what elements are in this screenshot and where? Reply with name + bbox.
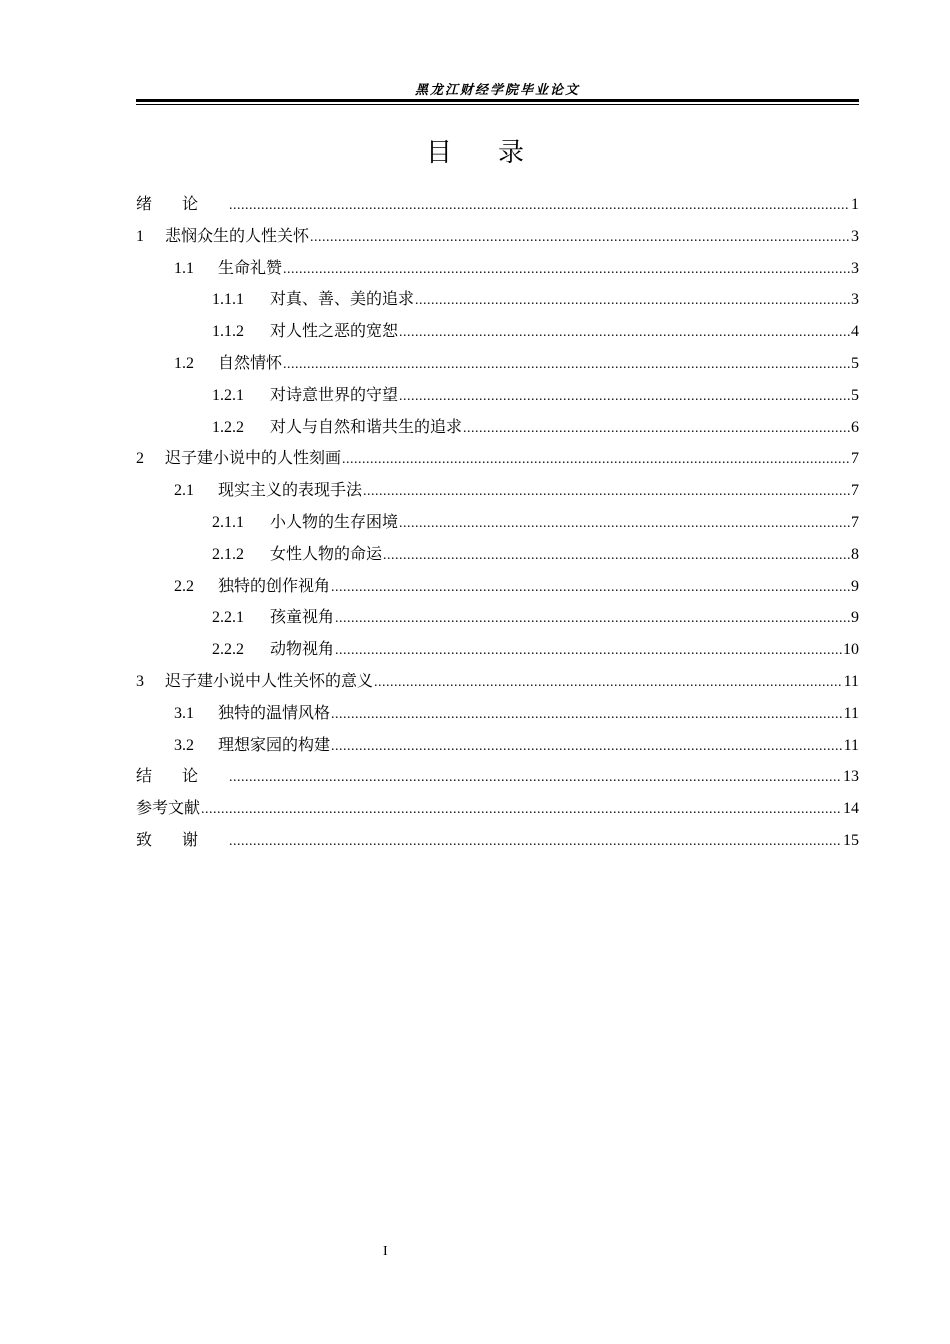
toc-entry-number: 2.2.1 — [212, 609, 244, 627]
toc-entry-leader-dots — [335, 603, 850, 635]
toc-entry[interactable] — [136, 824, 859, 856]
toc-entry-leader-dots — [463, 413, 850, 445]
toc-entry-label: 女性人物的命运 — [270, 543, 383, 563]
toc-entry-page-number: 11 — [843, 704, 859, 722]
toc-entry-leader-dots — [283, 349, 850, 381]
toc-entry-leader-dots — [229, 190, 850, 222]
toc-entry-page-number: 9 — [851, 609, 859, 627]
toc-entry[interactable] — [136, 315, 859, 347]
toc-entry-label: 对真、善、美的追求 — [270, 289, 415, 309]
toc-entry-page-number: 7 — [851, 450, 859, 468]
toc-title-char-1: 目 — [425, 138, 452, 168]
toc-entry[interactable] — [136, 379, 859, 411]
toc-entry-number: 3.2 — [174, 736, 194, 754]
toc-entry-label: 现实主义的表现手法 — [218, 480, 363, 500]
toc-entry[interactable] — [136, 538, 859, 570]
toc-entry-number: 2.1.2 — [212, 545, 244, 563]
toc-entry[interactable] — [136, 283, 859, 315]
toc-entry-number: 2.1 — [174, 482, 194, 500]
toc-entry[interactable] — [136, 347, 859, 379]
toc-entry-number: 2.1.1 — [212, 513, 244, 531]
toc-entry[interactable] — [136, 252, 859, 284]
toc-entry[interactable] — [136, 792, 859, 824]
toc-entry-leader-dots — [363, 476, 850, 508]
toc-entry-number: 3 — [136, 672, 144, 690]
toc-entry-leader-dots — [374, 667, 843, 699]
toc-entry-label: 生命礼赞 — [218, 257, 283, 277]
toc-entry-page-number: 10 — [843, 641, 859, 659]
toc-entry-label: 动物视角 — [270, 639, 335, 659]
toc-entry-page-number: 13 — [843, 768, 859, 786]
toc-entry-page-number: 3 — [851, 259, 859, 277]
toc-entry-leader-dots — [331, 699, 843, 731]
toc-entry[interactable] — [136, 506, 859, 538]
toc-entry-page-number: 1 — [851, 196, 859, 213]
header-rule-thick — [136, 99, 859, 102]
toc-entry-label: 致谢 — [136, 829, 229, 849]
toc-entry-number: 2.2.2 — [212, 641, 244, 659]
toc-entry-page-number: 11 — [843, 672, 859, 690]
toc-entry-leader-dots — [399, 381, 850, 413]
toc-entry[interactable] — [136, 442, 859, 474]
page-header-title: 黑龙江财经学院毕业论文 — [414, 83, 580, 98]
toc-entry-number: 1.1.1 — [212, 291, 244, 309]
toc-entry-page-number: 3 — [851, 227, 859, 245]
toc-entry-leader-dots — [331, 731, 843, 763]
toc-entry-label: 孩童视角 — [270, 607, 335, 627]
toc-entry[interactable] — [136, 411, 859, 443]
toc-entry-leader-dots — [342, 444, 850, 476]
toc-entry-label: 迟子建小说中人性关怀的意义 — [165, 670, 374, 690]
toc-entry-label: 迟子建小说中的人性刻画 — [165, 448, 342, 468]
toc-entry-page-number: 14 — [843, 800, 859, 818]
toc-entry-leader-dots — [383, 540, 850, 572]
toc-entry-leader-dots — [335, 635, 842, 667]
toc-entry-number: 2.2 — [174, 577, 194, 595]
toc-entry[interactable] — [136, 570, 859, 602]
toc-entry-leader-dots — [201, 794, 842, 826]
toc-entry-label: 参考文献 — [136, 798, 201, 818]
table-of-contents — [136, 188, 859, 856]
toc-entry[interactable] — [136, 220, 859, 252]
toc-entry-leader-dots — [415, 285, 850, 317]
toc-entry-number: 1.1.2 — [212, 323, 244, 341]
toc-entry-page-number: 5 — [851, 354, 859, 372]
toc-entry-leader-dots — [283, 254, 850, 286]
toc-entry-label: 悲悯众生的人性关怀 — [165, 225, 310, 245]
toc-entry[interactable] — [136, 729, 859, 761]
toc-entry-page-number: 7 — [851, 482, 859, 500]
toc-entry-label: 独特的创作视角 — [218, 575, 331, 595]
toc-entry[interactable] — [136, 760, 859, 792]
toc-entry-label: 对人性之恶的宽恕 — [270, 321, 399, 341]
toc-entry-label: 小人物的生存困境 — [270, 511, 399, 531]
toc-title-char-2: 录 — [498, 138, 525, 168]
header-rule-thin — [136, 104, 859, 105]
toc-entry-page-number: 6 — [851, 418, 859, 436]
toc-entry-leader-dots — [229, 762, 842, 794]
toc-entry-page-number: 11 — [843, 736, 859, 754]
toc-entry-number: 1.2.1 — [212, 386, 244, 404]
toc-entry-number: 1 — [136, 227, 144, 245]
toc-entry-page-number: 4 — [851, 323, 859, 341]
toc-entry[interactable] — [136, 665, 859, 697]
toc-entry-leader-dots — [399, 317, 850, 349]
toc-entry-number: 1.2.2 — [212, 418, 244, 436]
toc-entry-page-number: 15 — [843, 831, 859, 849]
toc-entry-label: 自然情怀 — [218, 352, 283, 372]
toc-entry-number: 1.2 — [174, 354, 194, 372]
toc-entry-leader-dots — [331, 572, 850, 604]
toc-entry-page-number: 9 — [851, 577, 859, 595]
toc-entry-label: 理想家园的构建 — [218, 734, 331, 754]
toc-entry[interactable] — [136, 601, 859, 633]
toc-entry[interactable] — [136, 474, 859, 506]
toc-entry[interactable] — [136, 188, 859, 220]
toc-entry-label: 绪论 — [136, 194, 229, 213]
toc-entry-number: 3.1 — [174, 704, 194, 722]
toc-entry-page-number: 5 — [851, 386, 859, 404]
toc-entry-label: 独特的温情风格 — [218, 702, 331, 722]
toc-entry-label: 结论 — [136, 766, 229, 786]
toc-entry-label: 对诗意世界的守望 — [270, 384, 399, 404]
toc-entry[interactable] — [136, 633, 859, 665]
toc-entry-number: 1.1 — [174, 259, 194, 277]
footer-page-number: I — [383, 1244, 388, 1259]
toc-entry-page-number: 7 — [851, 513, 859, 531]
toc-title — [0, 132, 950, 169]
toc-entry-label: 对人与自然和谐共生的追求 — [270, 416, 463, 436]
toc-entry-leader-dots — [229, 826, 842, 858]
toc-entry-page-number: 3 — [851, 291, 859, 309]
toc-entry-number: 2 — [136, 450, 144, 468]
toc-entry-leader-dots — [310, 222, 850, 254]
toc-entry[interactable] — [136, 697, 859, 729]
toc-entry-leader-dots — [399, 508, 850, 540]
toc-entry-page-number: 8 — [851, 545, 859, 563]
